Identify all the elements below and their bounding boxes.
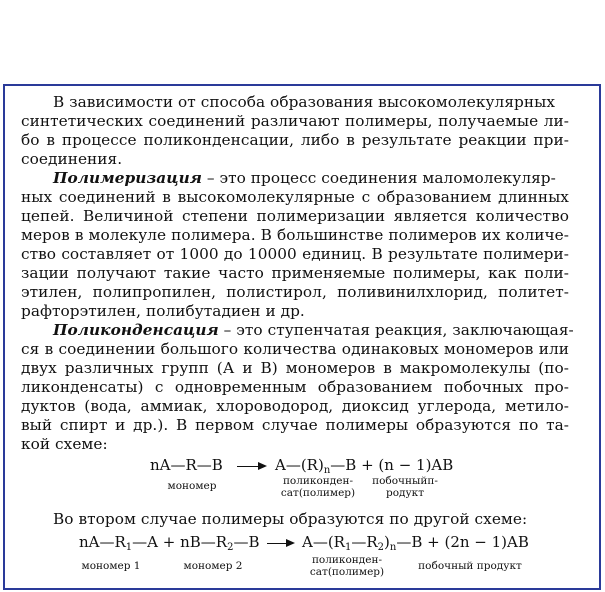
label-polycondensate: поликонден- сат(полимер) [280,475,356,499]
label-monomer-2: мономер 2 [183,560,243,572]
product-formula: $A—(R_1—R_2)_n—B + (2n - 1)AB$ [302,533,529,553]
term-polymerization: Полимеризация [53,169,202,187]
content-frame [3,84,601,590]
label-byproduct: побочныйп- родукт [372,475,438,499]
text-fragment: – это процесс соединения маломолекуляр- [201,169,556,187]
text-line: меров в молекуле полимера. В большинстве полимеров их количе- [21,226,569,244]
text-line: этилен, полипропилен, полистирол, поливинилхлорид, политет- [21,283,569,301]
text-line: цепей. Величиной степени полимеризации является количество [21,207,569,225]
text-line: кой схеме: [21,435,108,453]
text-line: В зависимости от способа образования высокомолекулярных [53,93,556,111]
text-line: ство составляет от 1000 до 10000 единиц. В результате полимери- [21,245,569,263]
text-line: соединения. [21,150,123,168]
text-fragment: – это ступенчатая реакция, заключающая- [218,321,574,339]
text-line: рафторэтилен, полибутадиен и др. [21,302,305,320]
text-line: ных соединений в высокомолекулярные с образованием длинных [21,188,569,206]
label-polycondensate: поликонден- сат(полимер) [309,554,385,578]
reaction-arrow-icon [267,543,293,544]
reactants-formula: $nA—R_1—A$ + $nB—R_2—B$ [79,533,260,553]
text-line: ликонденсаты) с одновременным образованием побочных про- [21,378,569,396]
text-line: синтетических соединений различают полимеры, получаемые ли- [21,112,569,130]
product-formula: $A—(R)_n—B + (n - 1)AB$ [275,456,454,476]
label-byproduct: побочный продукт [418,560,522,572]
reactant-formula: nA—R—B [150,456,223,474]
text-line: Во втором случае полимеры образуются по другой схеме: [53,510,528,528]
text-line: зации получают такие часто применяемые полимеры, как поли- [21,264,569,282]
label-monomer: мономер [167,480,217,492]
text-line: вый спирт и др.). В первом случае полимеры образуются по та- [21,416,569,434]
text-line: дуктов (вода, аммиак, хлороводород, диоксид углерода, метило- [21,397,569,415]
text-line: двух различных групп (А и В) мономеров в макромолекулы (по- [21,359,569,377]
label-monomer-1: мономер 1 [81,560,141,572]
text-line: бо в процессе поликонденсации, либо в результате реакции при- [21,131,569,149]
text-line: ся в соединении большого количества одинаковых мономеров или [21,340,569,358]
term-polycondensation: Поликонденсация [53,321,219,339]
reaction-scheme-2 [5,86,599,588]
